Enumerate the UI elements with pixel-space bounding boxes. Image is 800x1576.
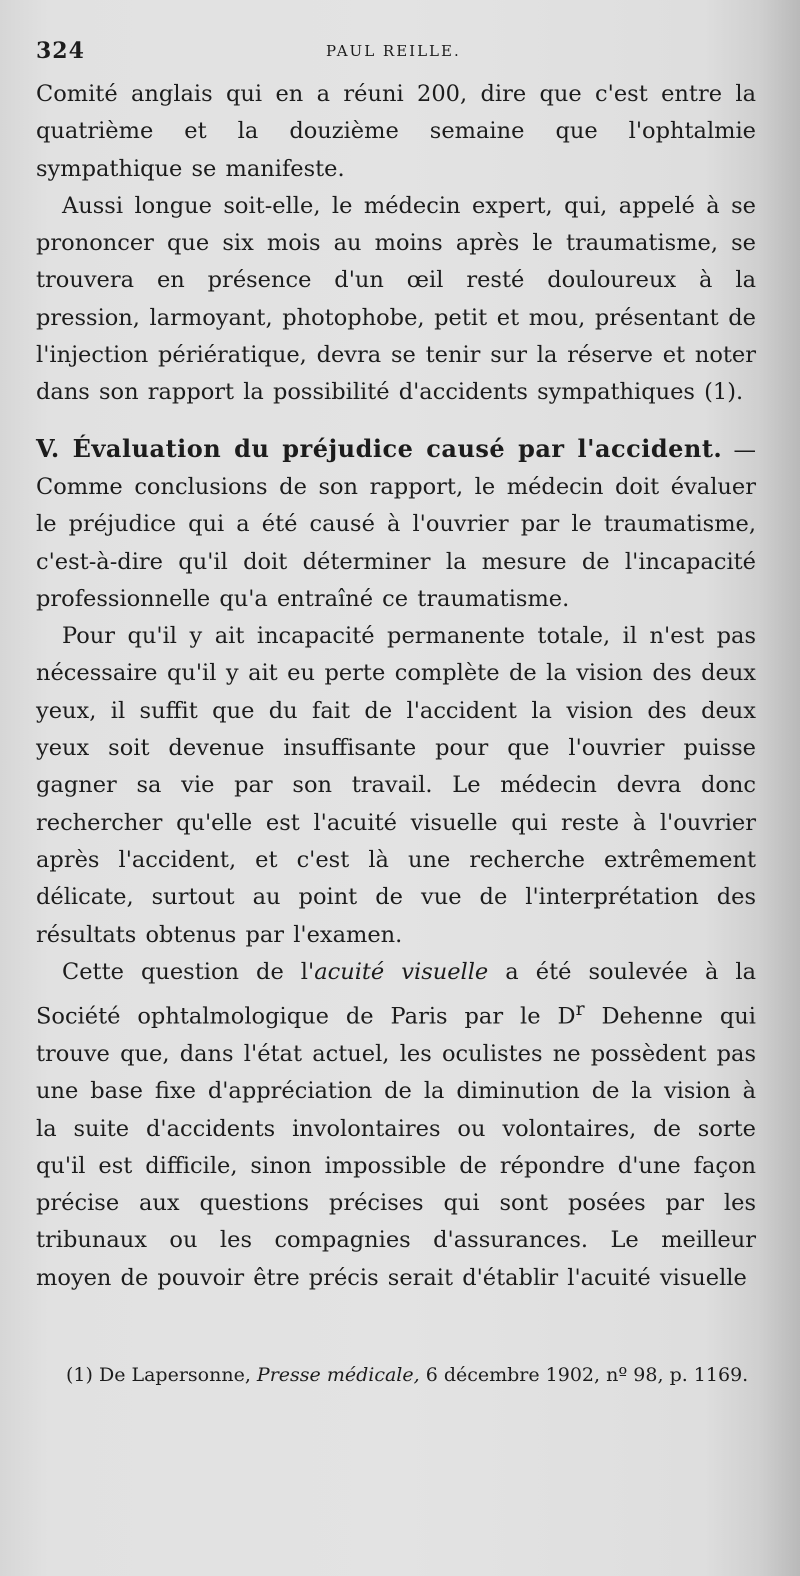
footnote-details: 6 décembre 1902, nº 98, p. 1169. — [425, 1364, 749, 1386]
paragraph-4: Pour qu'il y ait incapacité permanente totale, il n'est pas nécessaire qu'il y ait eu perte complète de la vision des deux yeux, il suffit que du fait de l'accident la vision des deux yeux soit devenue insuffisante pour que l'ouvrier puisse gagner sa vie par son travail. Le médecin devra donc rechercher qu'elle est l'acuité visuelle qui reste à l'ouvrier après l'accident, et c'est là une recherche extrêmement délicate, surtout au point de vue de l'interprétation des résultats obtenus par l'examen. — [36, 623, 756, 948]
page-number: 324 — [36, 38, 85, 64]
section-title: V. Évaluation du préjudice causé par l'accident. — [36, 433, 723, 463]
paragraph-5 — [36, 954, 756, 1297]
paragraph-2: Aussi longue soit-elle, le médecin expert, qui, appelé à se prononcer que six mois au moins après le traumatisme, se trouvera en présence d'un œil resté douloureux à la pression, larmoyant, photophobe, petit et mou, présentant de l'injection périératique, devra se tenir sur la réserve et noter dans son rapport la possibilité d'accidents sympathiques (1). — [36, 192, 756, 406]
paragraph-5-superscript: r — [575, 999, 585, 1021]
footnote-author: De Lapersonne, — [98, 1364, 251, 1386]
paragraph-5-part-b: a été soulevée à la Société ophtalmologique de Paris par le D — [36, 958, 757, 1030]
section-paragraph — [36, 430, 756, 618]
paragraph-1: Comité anglais qui en a réuni 200, dire que c'est entre la quatrième et la douzième semaine que l'ophtalmie sympathique se manifeste. — [36, 81, 756, 182]
page-header — [36, 38, 756, 68]
footnote-marker: (1) — [66, 1364, 93, 1386]
paragraph-5-italic: acuité visuelle — [314, 958, 489, 985]
footnote — [66, 1362, 786, 1388]
section-paragraph-text: — Comme conclusions de son rapport, le médecin doit évaluer le préjudice qui a été causé à l'ouvrier par le traumatisme, c'est-à-dire qu'il doit déterminer la mesure de l'incapacité professionnelle qu'a entraîné ce traumatisme. — [36, 436, 756, 612]
body-text — [36, 76, 756, 1297]
paragraph-5-part-a: Cette question de l' — [62, 958, 315, 985]
running-head: PAUL REILLE. — [326, 42, 461, 60]
footnote-journal: Presse médicale, — [256, 1364, 420, 1386]
paragraph-5-part-c: Dehenne qui trouve que, dans l'état actuel, les oculistes ne possèdent pas une base fixe d'appréciation de la diminution de la vision à la suite d'accidents involontaires ou volontaires, de sorte qu'il est difficile, sinon impossible de répondre d'une façon précise aux questions précises qui sont posées par les tribunaux ou les compagnies d'assurances. Le meilleur moyen de pouvoir être précis serait d'établir l'acuité visuelle — [36, 1003, 756, 1291]
